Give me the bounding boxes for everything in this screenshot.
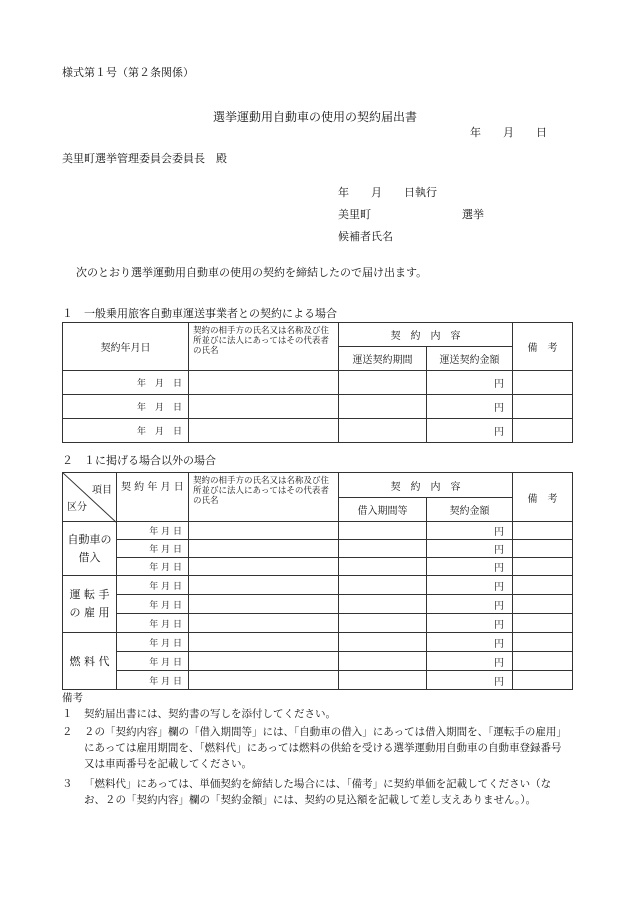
s1-row-amount[interactable]: 円 <box>427 395 513 419</box>
intro-text: 次のとおり選挙運動用自動車の使用の契約を締結したので届け出ます。 <box>76 266 428 279</box>
s2-row-date[interactable]: 年 月 日 <box>117 671 189 690</box>
s2-row-remarks[interactable] <box>513 558 573 576</box>
s2-row-amount[interactable]: 円 <box>427 652 513 671</box>
s2-row-amount[interactable]: 円 <box>427 540 513 558</box>
s1-col-party: 契約の相手方の氏名又は名称及び住所並びに法人にあってはその代表者の氏名 <box>189 323 339 371</box>
s2-row-date[interactable]: 年 月 日 <box>117 595 189 614</box>
note-2-number: ２ <box>62 726 73 738</box>
section2-heading: ２ １に掲げる場合以外の場合 <box>62 454 216 467</box>
s1-row-party[interactable] <box>189 419 339 443</box>
s2-row-date[interactable]: 年 月 日 <box>117 614 189 633</box>
note-3 <box>62 776 572 824</box>
submission-date: 年 月 日 <box>470 126 547 139</box>
s1-row-period[interactable] <box>339 395 427 419</box>
s2-group-fuel: 燃 料 代 <box>63 633 117 690</box>
s2-row-party[interactable] <box>189 614 339 633</box>
s2-row-party[interactable] <box>189 576 339 595</box>
s2-row-period[interactable] <box>339 595 427 614</box>
s1-col-date: 契約年月日 <box>63 323 189 371</box>
s1-row-remarks[interactable] <box>513 371 573 395</box>
s2-row-remarks[interactable] <box>513 652 573 671</box>
note-1-text: 契約届出書には、契約書の写しを添付してください。 <box>84 708 336 720</box>
note-3-number: ３ <box>62 778 73 790</box>
s2-row-remarks[interactable] <box>513 540 573 558</box>
s1-row-date[interactable]: 年 月 日 <box>63 371 189 395</box>
s2-row-remarks[interactable] <box>513 576 573 595</box>
s2-row-period[interactable] <box>339 558 427 576</box>
s2-row-remarks[interactable] <box>513 595 573 614</box>
s2-row-party[interactable] <box>189 595 339 614</box>
s2-diagonal-header <box>63 473 117 522</box>
s2-row-period[interactable] <box>339 614 427 633</box>
s2-row-date[interactable]: 年 月 日 <box>117 558 189 576</box>
s2-col-amount: 契約金額 <box>427 498 513 522</box>
election-town: 美里町 <box>338 208 371 221</box>
s1-col-content: 契 約 内 容 <box>339 323 513 347</box>
s2-row-date[interactable]: 年 月 日 <box>117 540 189 558</box>
s2-row-amount[interactable]: 円 <box>427 522 513 540</box>
s2-row-period[interactable] <box>339 633 427 652</box>
candidate-name-label: 候補者氏名 <box>338 230 393 243</box>
s2-col-party: 契約の相手方の氏名又は名称及び住所並びに法人にあってはその代表者の氏名 <box>189 473 339 522</box>
note-1-number: １ <box>62 708 73 720</box>
s2-row-amount[interactable]: 円 <box>427 671 513 690</box>
s2-col-date: 契 約 年 月 日 <box>117 473 189 522</box>
section1-table <box>62 322 573 443</box>
election-date: 年 月 日執行 <box>338 186 437 199</box>
s1-row-date[interactable]: 年 月 日 <box>63 419 189 443</box>
s2-row-party[interactable] <box>189 522 339 540</box>
s2-col-remarks: 備 考 <box>513 473 573 522</box>
s1-row-remarks[interactable] <box>513 395 573 419</box>
s2-row-date[interactable]: 年 月 日 <box>117 576 189 595</box>
s2-row-period[interactable] <box>339 576 427 595</box>
s2-row-period[interactable] <box>339 522 427 540</box>
s1-row-date[interactable]: 年 月 日 <box>63 395 189 419</box>
election-type: 選挙 <box>462 208 484 221</box>
addressee: 美里町選挙管理委員会委員長 殿 <box>62 152 227 165</box>
s2-row-party[interactable] <box>189 633 339 652</box>
s2-row-party[interactable] <box>189 652 339 671</box>
s2-row-amount[interactable]: 円 <box>427 576 513 595</box>
note-1 <box>62 706 572 722</box>
s1-row-party[interactable] <box>189 371 339 395</box>
s2-row-date[interactable]: 年 月 日 <box>117 522 189 540</box>
s2-row-remarks[interactable] <box>513 671 573 690</box>
s2-row-party[interactable] <box>189 540 339 558</box>
s2-group-vehicle: 自動車の借入 <box>63 522 117 576</box>
s2-row-amount[interactable]: 円 <box>427 558 513 576</box>
s2-row-party[interactable] <box>189 671 339 690</box>
document-title: 選挙運動用自動車の使用の契約届出書 <box>212 110 417 124</box>
notes-heading: 備考 <box>62 692 83 704</box>
s1-row-amount[interactable]: 円 <box>427 371 513 395</box>
s1-col-remarks: 備 考 <box>513 323 573 371</box>
s1-col-period: 運送契約期間 <box>339 347 427 371</box>
s2-row-remarks[interactable] <box>513 633 573 652</box>
s2-diag-item: 項目 <box>92 485 112 496</box>
section1-heading: １ 一般乗用旅客自動車運送事業者との契約による場合 <box>62 307 337 320</box>
form-number: 様式第１号（第２条関係） <box>62 66 194 79</box>
s2-row-amount[interactable]: 円 <box>427 595 513 614</box>
s1-row-party[interactable] <box>189 395 339 419</box>
s2-row-remarks[interactable] <box>513 614 573 633</box>
note-3-text: 「燃料代」にあっては、単価契約を締結した場合には、「備考」に契約単価を記載してください（なお、２の「契約内容」欄の「契約金額」には、契約の見込額を記載して差し支えありません。）。 <box>84 778 552 806</box>
s2-row-amount[interactable]: 円 <box>427 614 513 633</box>
s2-row-remarks[interactable] <box>513 522 573 540</box>
s1-row-period[interactable] <box>339 371 427 395</box>
s1-row-remarks[interactable] <box>513 419 573 443</box>
s1-row-amount[interactable]: 円 <box>427 419 513 443</box>
s2-row-amount[interactable]: 円 <box>427 633 513 652</box>
s2-row-period[interactable] <box>339 671 427 690</box>
note-2 <box>62 724 572 772</box>
section2-table <box>62 472 573 690</box>
s2-row-date[interactable]: 年 月 日 <box>117 633 189 652</box>
s2-row-party[interactable] <box>189 558 339 576</box>
note-2-text: ２の「契約内容」欄の「借入期間等」には、「自動車の借入」にあっては借入期間を、「運転手の雇用」にあっては雇用期間を、「燃料代」にあっては燃料の供給を受ける選挙運動用自動車の自動車登録番号又は車両番号を記載してください。 <box>84 726 562 770</box>
s1-row-period[interactable] <box>339 419 427 443</box>
s1-col-amount: 運送契約金額 <box>427 347 513 371</box>
s2-row-date[interactable]: 年 月 日 <box>117 652 189 671</box>
s2-row-period[interactable] <box>339 652 427 671</box>
s2-group-driver: 運 転 手の 雇 用 <box>63 576 117 633</box>
s2-col-period: 借入期間等 <box>339 498 427 522</box>
s2-diag-category: 区分 <box>67 502 87 513</box>
s2-col-content: 契 約 内 容 <box>339 473 513 498</box>
s2-row-period[interactable] <box>339 540 427 558</box>
